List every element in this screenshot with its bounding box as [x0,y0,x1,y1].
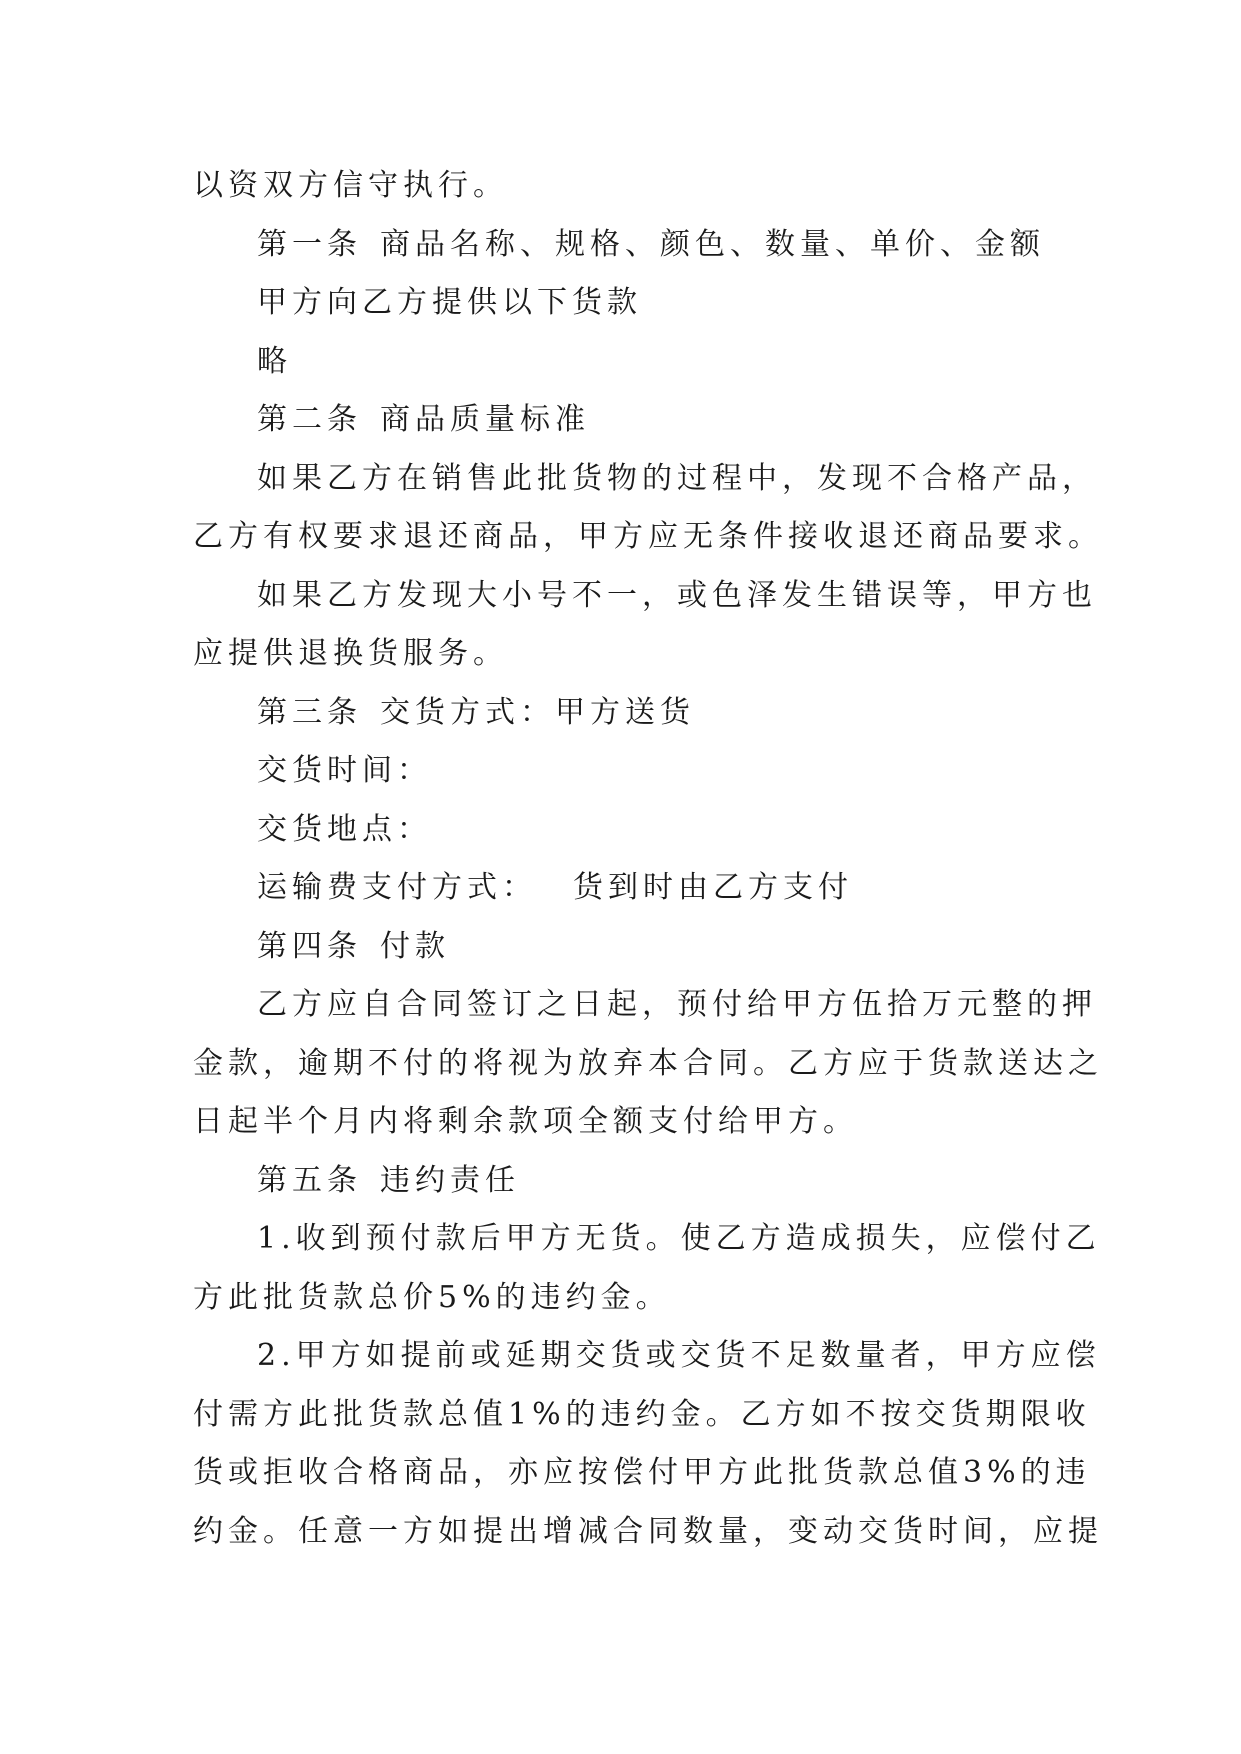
line-text: 甲方向乙方提供以下货款 [257,285,642,320]
document-body [193,157,1103,1561]
paragraph-line [193,625,1053,684]
line-text: 如果乙方发现大小号不一，或色泽发生错误等，甲方也 [257,577,1097,613]
paragraph-line [193,859,1053,918]
paragraph-line [193,157,1053,216]
line-text: 付需方此批货款总值1%的违约金。乙方如不按交货期限收 [193,1396,1091,1432]
line-text: 1.收到预付款后甲方无货。使乙方造成损失，应偿付乙 [257,1221,1101,1256]
article-title: 付款 [380,928,450,964]
article-number: 第二条 [257,402,362,437]
paragraph-line [193,742,1053,801]
article-title: 商品质量标准 [380,402,590,437]
paragraph-line [193,333,1053,392]
paragraph-line [193,1210,1101,1269]
line-text: 应提供退换货服务。 [193,636,508,671]
article-heading-3 [193,684,1053,743]
line-text: 如果乙方在销售此批货物的过程中，发现不合格产品， [257,460,1097,496]
paragraph-line [193,274,1053,333]
paragraph-line [193,1386,1091,1445]
article-number: 第一条 [257,226,362,262]
article-number: 第三条 [257,694,362,730]
article-heading-4 [193,918,1053,977]
line-text: 乙方应自合同签订之日起，预付给甲方伍拾万元整的押 [257,987,1097,1022]
line-text: 交货时间： [257,753,432,788]
article-title: 商品名称、规格、颜色、数量、单价、金额 [380,226,1045,262]
paragraph-line [193,801,1053,860]
article-number: 第四条 [257,928,362,964]
line-text: 方此批货款总价5%的违约金。 [193,1279,671,1315]
field-value: 货到时由乙方支付 [573,870,853,905]
paragraph-line [193,450,1097,509]
line-text: 货或拒收合格商品，亦应按偿付甲方此批货款总值3%的违 [193,1455,1091,1490]
paragraph-line [193,1093,1053,1152]
article-heading-1 [193,216,1053,275]
line-text: 日起半个月内将剩余款项全额支付给甲方。 [193,1104,858,1139]
article-heading-2 [193,391,1053,450]
paragraph-line [193,508,1103,567]
paragraph-line [193,976,1097,1035]
field-label: 运输费支付方式： [257,870,537,905]
article-number: 第五条 [257,1162,362,1198]
line-text: 以资双方信守执行。 [193,168,508,203]
article-title: 违约责任 [380,1162,520,1198]
line-text: 乙方有权要求退还商品，甲方应无条件接收退还商品要求。 [193,519,1103,554]
paragraph-line [193,1269,1053,1328]
paragraph-line [193,1327,1101,1386]
line-text: 略 [257,343,292,379]
line-text: 2.甲方如提前或延期交货或交货不足数量者，甲方应偿 [257,1338,1101,1373]
line-text: 金款，逾期不付的将视为放弃本合同。乙方应于货款送达之 [193,1045,1103,1081]
article-title: 交货方式：甲方送货 [380,694,695,730]
article-heading-5 [193,1152,1053,1211]
paragraph-line [193,1035,1103,1094]
paragraph-line [193,567,1097,626]
paragraph-line [193,1503,1103,1562]
line-text: 约金。任意一方如提出增减合同数量，变动交货时间，应提 [193,1513,1103,1549]
line-text: 交货地点： [257,811,432,847]
paragraph-line [193,1444,1091,1503]
